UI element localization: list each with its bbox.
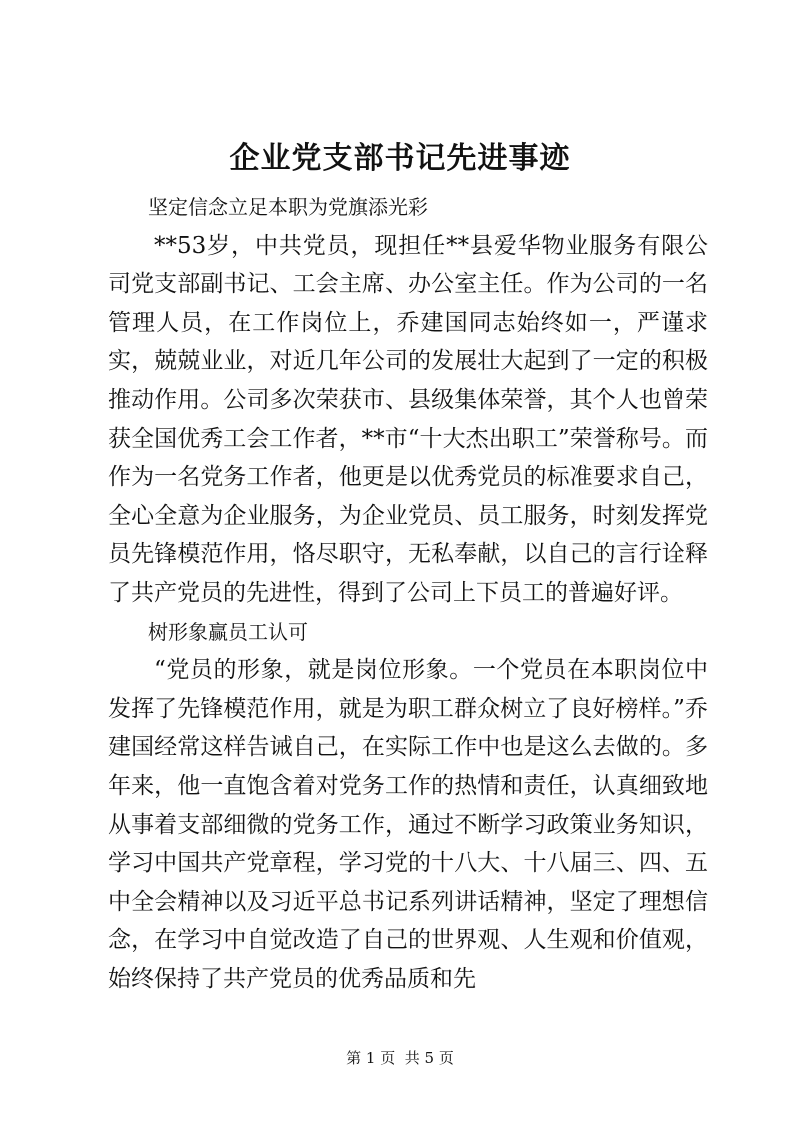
section-paragraph-1: **53岁，中共党员，现担任**县爱华物业服务有限公司党支部副书记、工会主席、办公室主任。作为公司的一名管理人员，在工作岗位上，乔建国同志始终如一，严谨求实，兢兢业业，对近几年公司的发展壮大起到了一定的积极推动作用。公司多次荣获市、县级集体荣誉，其个人也曾荣获全国优秀工会工作者，**市“十大杰出职工”荣誉称号。而作为一名党务工作者，他更是以优秀党员的标准要求自己，全心全意为企业服务，为企业党员、员工服务，时刻发挥党员先锋模范作用，恪尽职守，无私奉献，以自己的言行诠释了共产党员的先进性，得到了公司上下员工的普遍好评。 <box>108 232 708 606</box>
section-heading-1: 坚定信念立足本职为党旗添光彩 <box>148 195 428 219</box>
section-heading-2: 树形象赢员工认可 <box>148 619 308 644</box>
document-title: 企业党支部书记先进事迹 <box>229 141 571 176</box>
document-body <box>108 188 708 998</box>
section-paragraph-2: “党员的形象，就是岗位形象。一个党员在本职岗位中发挥了先锋模范作用，就是为职工群众树立了良好榜样。”乔建国经常这样告诫自己，在实际工作中也是这么去做的。多年来，他一直饱含着对党务工作的热情和责任，认真细致地从事着支部细微的党务工作，通过不断学习政策业务知识，学习中国共产党章程，学习党的十八大、十八届三、四、五中全会精神以及习近平总书记系列讲话精神，坚定了理想信念，在学习中自觉改造了自己的世界观、人生观和价值观，始终保持了共产党员的优秀品质和先 <box>108 657 708 992</box>
page-number-footer: 第 1 页 共 5 页 <box>346 1049 454 1067</box>
